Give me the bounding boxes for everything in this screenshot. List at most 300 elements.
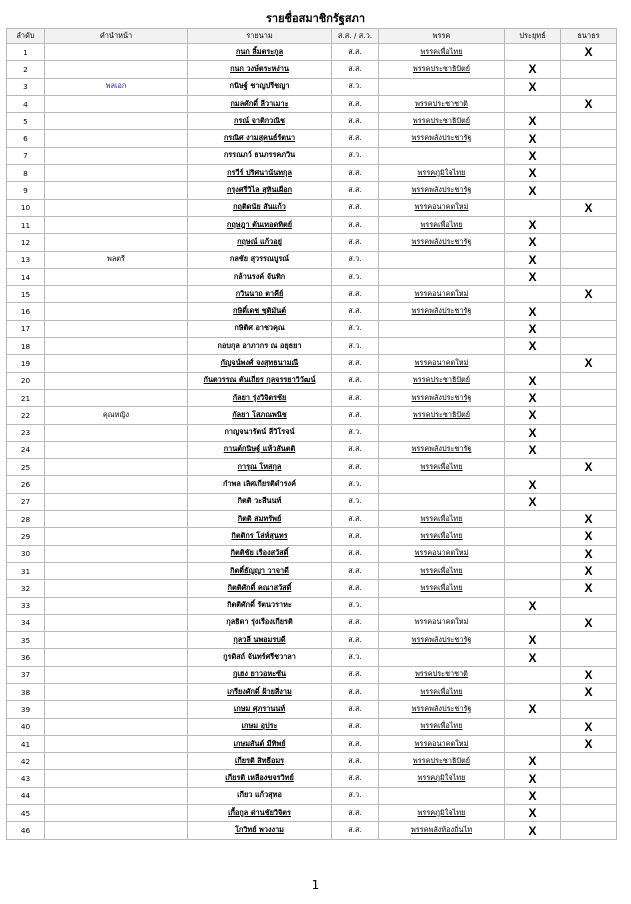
row-number: 10 xyxy=(7,199,45,216)
row-name: กัญจน์พงศ์ จงสุทธนามณี xyxy=(188,355,332,372)
row-thanathorn-vote xyxy=(561,493,617,510)
row-member-type: ส.ส. xyxy=(332,303,379,320)
row-name: กิตติกร โล่ห์สุนทร xyxy=(188,528,332,545)
row-name: กฤษฎา ตันเทอดทิตย์ xyxy=(188,216,332,233)
table-row xyxy=(7,718,617,735)
members-table xyxy=(6,28,617,840)
row-name: กนก ลิ้มตระกูล xyxy=(188,44,332,61)
row-member-type: ส.ส. xyxy=(332,562,379,579)
row-prayut-vote xyxy=(505,614,561,631)
row-name: กลชัย สุวรรณบูรณ์ xyxy=(188,251,332,268)
row-name: กิตติ์ธัญญา วาจาดี xyxy=(188,562,332,579)
row-prayut-vote: X xyxy=(505,303,561,320)
row-party: พรรคเพื่อไทย xyxy=(379,580,505,597)
row-thanathorn-vote xyxy=(561,424,617,441)
row-prefix: พลตรี xyxy=(45,251,188,268)
row-thanathorn-vote xyxy=(561,130,617,147)
row-prefix xyxy=(45,320,188,337)
row-prefix xyxy=(45,147,188,164)
row-prayut-vote: X xyxy=(505,753,561,770)
row-thanathorn-vote xyxy=(561,234,617,251)
table-row xyxy=(7,338,617,355)
row-member-type: ส.ส. xyxy=(332,735,379,752)
row-member-type: ส.ส. xyxy=(332,770,379,787)
row-prayut-vote: X xyxy=(505,130,561,147)
row-thanathorn-vote xyxy=(561,805,617,822)
row-prayut-vote xyxy=(505,545,561,562)
row-prayut-vote: X xyxy=(505,268,561,285)
row-prefix xyxy=(45,580,188,597)
row-member-type: ส.ว. xyxy=(332,649,379,666)
row-prefix xyxy=(45,805,188,822)
row-thanathorn-vote xyxy=(561,78,617,95)
row-prefix xyxy=(45,95,188,112)
row-name: กรวีร์ ปริศนานันทกุล xyxy=(188,165,332,182)
row-party: พรรคอนาคตใหม่ xyxy=(379,614,505,631)
row-prayut-vote: X xyxy=(505,147,561,164)
row-number: 28 xyxy=(7,511,45,528)
row-name: กอบกุล อาภากร ณ อยุธยา xyxy=(188,338,332,355)
row-member-type: ส.ส. xyxy=(332,545,379,562)
table-row xyxy=(7,303,617,320)
header-prayut: ประยุทธ์ xyxy=(505,29,561,44)
table-row xyxy=(7,683,617,700)
row-prefix xyxy=(45,113,188,130)
row-thanathorn-vote xyxy=(561,113,617,130)
row-name: กมลศักดิ์ ลีวาเมาะ xyxy=(188,95,332,112)
table-row xyxy=(7,649,617,666)
row-thanathorn-vote: X xyxy=(561,199,617,216)
row-prayut-vote: X xyxy=(505,441,561,458)
row-thanathorn-vote: X xyxy=(561,44,617,61)
row-member-type: ส.ว. xyxy=(332,787,379,804)
row-party: พรรคอนาคตใหม่ xyxy=(379,199,505,216)
row-party: พรรคพลังประชารัฐ xyxy=(379,441,505,458)
table-row xyxy=(7,666,617,683)
table-row xyxy=(7,493,617,510)
row-number: 43 xyxy=(7,770,45,787)
row-prefix xyxy=(45,666,188,683)
row-party: พรรคอนาคตใหม่ xyxy=(379,735,505,752)
row-member-type: ส.ส. xyxy=(332,614,379,631)
row-thanathorn-vote xyxy=(561,320,617,337)
row-member-type: ส.ว. xyxy=(332,493,379,510)
row-number: 3 xyxy=(7,78,45,95)
row-name: กัลยา โสภณพนิช xyxy=(188,407,332,424)
row-thanathorn-vote xyxy=(561,753,617,770)
row-thanathorn-vote: X xyxy=(561,511,617,528)
row-thanathorn-vote xyxy=(561,632,617,649)
row-member-type: ส.ส. xyxy=(332,632,379,649)
row-number: 25 xyxy=(7,459,45,476)
table-row xyxy=(7,234,617,251)
table-row xyxy=(7,511,617,528)
table-row xyxy=(7,614,617,631)
row-prayut-vote xyxy=(505,95,561,112)
row-party xyxy=(379,268,505,285)
table-row xyxy=(7,113,617,130)
row-thanathorn-vote xyxy=(561,389,617,406)
row-number: 18 xyxy=(7,338,45,355)
row-name: กนิษฐ์ ชาญปรีชญา xyxy=(188,78,332,95)
row-number: 38 xyxy=(7,683,45,700)
row-prayut-vote: X xyxy=(505,770,561,787)
table-row xyxy=(7,770,617,787)
table-row xyxy=(7,459,617,476)
row-prayut-vote: X xyxy=(505,165,561,182)
row-prayut-vote: X xyxy=(505,649,561,666)
row-name: กรณิศ งามสุคนธ์รัตนา xyxy=(188,130,332,147)
row-party xyxy=(379,147,505,164)
row-name: กรุงศรีวิไล สุทินเผือก xyxy=(188,182,332,199)
table-row xyxy=(7,44,617,61)
header-no: ลำดับ xyxy=(7,29,45,44)
row-prayut-vote xyxy=(505,199,561,216)
row-prefix xyxy=(45,718,188,735)
row-number: 8 xyxy=(7,165,45,182)
row-prefix xyxy=(45,511,188,528)
row-party: พรรคอนาคตใหม่ xyxy=(379,355,505,372)
row-thanathorn-vote xyxy=(561,303,617,320)
row-prayut-vote: X xyxy=(505,822,561,839)
row-thanathorn-vote xyxy=(561,268,617,285)
row-party xyxy=(379,493,505,510)
row-member-type: ส.ส. xyxy=(332,718,379,735)
row-prayut-vote xyxy=(505,718,561,735)
row-name: เกียรติ เหลืองขจรวิทย์ xyxy=(188,770,332,787)
row-prefix xyxy=(45,165,188,182)
row-name: กรรณภว์ ธนภรรคภวิน xyxy=(188,147,332,164)
row-prayut-vote: X xyxy=(505,389,561,406)
row-thanathorn-vote xyxy=(561,61,617,78)
row-prefix xyxy=(45,649,188,666)
row-name: กฤติดนัย สันแก้ว xyxy=(188,199,332,216)
row-party: พรรคพลังประชารัฐ xyxy=(379,234,505,251)
row-member-type: ส.ว. xyxy=(332,268,379,285)
document-title: รายชื่อสมาชิกรัฐสภา xyxy=(266,12,365,25)
row-party: พรรคประชาธิปัตย์ xyxy=(379,753,505,770)
row-thanathorn-vote xyxy=(561,701,617,718)
table-row xyxy=(7,562,617,579)
row-name: โกวิทย์ พวงงาม xyxy=(188,822,332,839)
row-name: กิตติศักดิ์ คณาสวัสดิ์ xyxy=(188,580,332,597)
row-thanathorn-vote xyxy=(561,822,617,839)
row-thanathorn-vote xyxy=(561,216,617,233)
row-party: พรรคประชาธิปัตย์ xyxy=(379,61,505,78)
row-thanathorn-vote xyxy=(561,372,617,389)
row-name: เกื้อกูล ด่านชัยวิจิตร xyxy=(188,805,332,822)
row-party: พรรคอนาคตใหม่ xyxy=(379,286,505,303)
row-prefix: พลเอก xyxy=(45,78,188,95)
table-row xyxy=(7,701,617,718)
row-prefix xyxy=(45,735,188,752)
row-thanathorn-vote xyxy=(561,476,617,493)
row-party: พรรคประชาธิปัตย์ xyxy=(379,372,505,389)
row-number: 32 xyxy=(7,580,45,597)
row-number: 1 xyxy=(7,44,45,61)
table-row xyxy=(7,199,617,216)
row-number: 46 xyxy=(7,822,45,839)
row-member-type: ส.ส. xyxy=(332,286,379,303)
row-party: พรรคประชาธิปัตย์ xyxy=(379,113,505,130)
row-member-type: ส.ส. xyxy=(332,95,379,112)
row-party xyxy=(379,649,505,666)
row-thanathorn-vote: X xyxy=(561,580,617,597)
row-thanathorn-vote xyxy=(561,338,617,355)
row-prefix xyxy=(45,528,188,545)
table-row xyxy=(7,95,617,112)
row-name: เกียรติ สิทธีอมร xyxy=(188,753,332,770)
table-row xyxy=(7,822,617,839)
row-number: 33 xyxy=(7,597,45,614)
row-prefix xyxy=(45,441,188,458)
row-thanathorn-vote: X xyxy=(561,459,617,476)
row-thanathorn-vote: X xyxy=(561,355,617,372)
row-name: เกษม อุประ xyxy=(188,718,332,735)
row-thanathorn-vote xyxy=(561,597,617,614)
row-prayut-vote xyxy=(505,666,561,683)
row-prayut-vote xyxy=(505,683,561,700)
row-member-type: ส.ว. xyxy=(332,147,379,164)
row-number: 41 xyxy=(7,735,45,752)
row-name: กานต์กนิษฐ์ แห้วสันตติ xyxy=(188,441,332,458)
row-name: กนก วงษ์ตระหง่าน xyxy=(188,61,332,78)
table-row xyxy=(7,216,617,233)
row-thanathorn-vote xyxy=(561,182,617,199)
row-prayut-vote: X xyxy=(505,632,561,649)
row-thanathorn-vote: X xyxy=(561,683,617,700)
row-number: 9 xyxy=(7,182,45,199)
row-name: เกษมสันต์ มีทิพย์ xyxy=(188,735,332,752)
row-member-type: ส.ส. xyxy=(332,701,379,718)
row-member-type: ส.ส. xyxy=(332,130,379,147)
row-number: 11 xyxy=(7,216,45,233)
row-member-type: ส.ส. xyxy=(332,407,379,424)
table-header-row xyxy=(7,29,617,44)
row-number: 45 xyxy=(7,805,45,822)
row-name: กูเฮง ยาวอหะซัน xyxy=(188,666,332,683)
row-name: กำพล เลิศเกียรติดำรงค์ xyxy=(188,476,332,493)
row-party: พรรคประชาธิปัตย์ xyxy=(379,407,505,424)
row-member-type: ส.ว. xyxy=(332,424,379,441)
row-party: พรรคเพื่อไทย xyxy=(379,44,505,61)
row-prayut-vote: X xyxy=(505,113,561,130)
row-prefix xyxy=(45,770,188,787)
row-prefix xyxy=(45,286,188,303)
row-party: พรรคประชาชาติ xyxy=(379,95,505,112)
table-row xyxy=(7,407,617,424)
row-party: พรรคพลังประชารัฐ xyxy=(379,701,505,718)
row-name: กิตติศักดิ์ รัตนวราหะ xyxy=(188,597,332,614)
row-prayut-vote: X xyxy=(505,216,561,233)
row-prefix xyxy=(45,355,188,372)
row-number: 24 xyxy=(7,441,45,458)
row-party: พรรคประชาชาติ xyxy=(379,666,505,683)
row-member-type: ส.ว. xyxy=(332,597,379,614)
row-name: เกษม ศุภรานนท์ xyxy=(188,701,332,718)
row-number: 23 xyxy=(7,424,45,441)
page-number: 1 xyxy=(311,878,320,892)
row-name: กษิติศ อาชวคุณ xyxy=(188,320,332,337)
row-member-type: ส.ส. xyxy=(332,44,379,61)
row-prayut-vote xyxy=(505,459,561,476)
row-number: 6 xyxy=(7,130,45,147)
row-prayut-vote xyxy=(505,286,561,303)
row-member-type: ส.ส. xyxy=(332,580,379,597)
row-number: 42 xyxy=(7,753,45,770)
header-party: พรรค xyxy=(379,29,505,44)
row-prayut-vote xyxy=(505,511,561,528)
row-party xyxy=(379,476,505,493)
row-party: พรรคเพื่อไทย xyxy=(379,459,505,476)
row-prayut-vote: X xyxy=(505,805,561,822)
row-prefix xyxy=(45,632,188,649)
row-prefix xyxy=(45,597,188,614)
row-thanathorn-vote: X xyxy=(561,666,617,683)
table-row xyxy=(7,147,617,164)
row-member-type: ส.ว. xyxy=(332,251,379,268)
row-name: กรณ์ จาติกวณิช xyxy=(188,113,332,130)
row-party: พรรคเพื่อไทย xyxy=(379,683,505,700)
row-member-type: ส.ส. xyxy=(332,683,379,700)
row-prayut-vote: X xyxy=(505,597,561,614)
row-number: 21 xyxy=(7,389,45,406)
row-number: 29 xyxy=(7,528,45,545)
row-number: 12 xyxy=(7,234,45,251)
row-party: พรรคภูมิใจไทย xyxy=(379,165,505,182)
row-prefix xyxy=(45,424,188,441)
row-thanathorn-vote: X xyxy=(561,735,617,752)
row-prayut-vote: X xyxy=(505,424,561,441)
row-party: พรรคเพื่อไทย xyxy=(379,216,505,233)
row-member-type: ส.ส. xyxy=(332,216,379,233)
row-party: พรรคภูมิใจไทย xyxy=(379,805,505,822)
row-prayut-vote: X xyxy=(505,493,561,510)
table-row xyxy=(7,528,617,545)
row-member-type: ส.ส. xyxy=(332,165,379,182)
row-number: 14 xyxy=(7,268,45,285)
row-prefix xyxy=(45,476,188,493)
row-prayut-vote: X xyxy=(505,338,561,355)
row-prefix xyxy=(45,822,188,839)
table-row xyxy=(7,753,617,770)
table-row xyxy=(7,61,617,78)
row-party xyxy=(379,787,505,804)
row-prayut-vote: X xyxy=(505,787,561,804)
row-prefix xyxy=(45,216,188,233)
row-number: 2 xyxy=(7,61,45,78)
row-name: กฤษณ์ แก้วอยู่ xyxy=(188,234,332,251)
row-number: 16 xyxy=(7,303,45,320)
table-row xyxy=(7,735,617,752)
row-thanathorn-vote: X xyxy=(561,562,617,579)
row-member-type: ส.ส. xyxy=(332,511,379,528)
row-party: พรรคพลังประชารัฐ xyxy=(379,303,505,320)
row-name: กันตวรรณ ตันเถียร กุลจรรยาวิวัฒน์ xyxy=(188,372,332,389)
table-row xyxy=(7,286,617,303)
row-prayut-vote: X xyxy=(505,372,561,389)
row-number: 40 xyxy=(7,718,45,735)
row-member-type: ส.ส. xyxy=(332,355,379,372)
row-prayut-vote: X xyxy=(505,251,561,268)
row-prayut-vote xyxy=(505,44,561,61)
row-number: 39 xyxy=(7,701,45,718)
table-row xyxy=(7,389,617,406)
row-prefix xyxy=(45,338,188,355)
row-number: 31 xyxy=(7,562,45,579)
row-thanathorn-vote xyxy=(561,165,617,182)
header-thanathorn: ธนาธร xyxy=(561,29,617,44)
row-prefix xyxy=(45,44,188,61)
row-name: กวินนาถ ตาคีย์ xyxy=(188,286,332,303)
table-row xyxy=(7,632,617,649)
table-row xyxy=(7,787,617,804)
row-thanathorn-vote: X xyxy=(561,528,617,545)
row-party xyxy=(379,251,505,268)
row-member-type: ส.ว. xyxy=(332,476,379,493)
row-prefix xyxy=(45,614,188,631)
row-number: 17 xyxy=(7,320,45,337)
row-prefix xyxy=(45,372,188,389)
table-row xyxy=(7,130,617,147)
row-name: การุณ โหสกุล xyxy=(188,459,332,476)
row-number: 27 xyxy=(7,493,45,510)
row-party xyxy=(379,320,505,337)
table-row xyxy=(7,372,617,389)
row-prefix xyxy=(45,268,188,285)
row-thanathorn-vote xyxy=(561,649,617,666)
row-thanathorn-vote: X xyxy=(561,718,617,735)
row-member-type: ส.ส. xyxy=(332,234,379,251)
row-name: เกียว แก้วสุทอ xyxy=(188,787,332,804)
row-prefix xyxy=(45,389,188,406)
header-type: ส.ส. / ส.ว. xyxy=(332,29,379,44)
row-party: พรรคพลังประชารัฐ xyxy=(379,182,505,199)
row-member-type: ส.ส. xyxy=(332,389,379,406)
row-number: 13 xyxy=(7,251,45,268)
row-prayut-vote xyxy=(505,580,561,597)
table-row xyxy=(7,251,617,268)
table-row xyxy=(7,182,617,199)
row-number: 44 xyxy=(7,787,45,804)
row-name: เกรียงศักดิ์ ฝ้ายสีงาม xyxy=(188,683,332,700)
row-member-type: ส.ส. xyxy=(332,822,379,839)
row-prayut-vote xyxy=(505,735,561,752)
table-row xyxy=(7,545,617,562)
row-thanathorn-vote: X xyxy=(561,286,617,303)
row-prefix xyxy=(45,562,188,579)
row-thanathorn-vote: X xyxy=(561,95,617,112)
row-name: กูรดิสถ์ จันทร์ศรีชวาลา xyxy=(188,649,332,666)
row-number: 35 xyxy=(7,632,45,649)
row-prefix xyxy=(45,234,188,251)
row-party: พรรคเพื่อไทย xyxy=(379,511,505,528)
row-party: พรรคพลังประชารัฐ xyxy=(379,389,505,406)
row-member-type: ส.ว. xyxy=(332,338,379,355)
row-number: 34 xyxy=(7,614,45,631)
row-name: กุลวลี นพอมรบดี xyxy=(188,632,332,649)
row-prefix: คุณหญิง xyxy=(45,407,188,424)
row-prefix xyxy=(45,130,188,147)
row-name: กษิดิ์เดช ชุติมันต์ xyxy=(188,303,332,320)
row-member-type: ส.ส. xyxy=(332,199,379,216)
row-party xyxy=(379,78,505,95)
row-party: พรรคภูมิใจไทย xyxy=(379,770,505,787)
row-prayut-vote: X xyxy=(505,182,561,199)
table-row xyxy=(7,355,617,372)
row-prayut-vote xyxy=(505,528,561,545)
row-prayut-vote: X xyxy=(505,476,561,493)
